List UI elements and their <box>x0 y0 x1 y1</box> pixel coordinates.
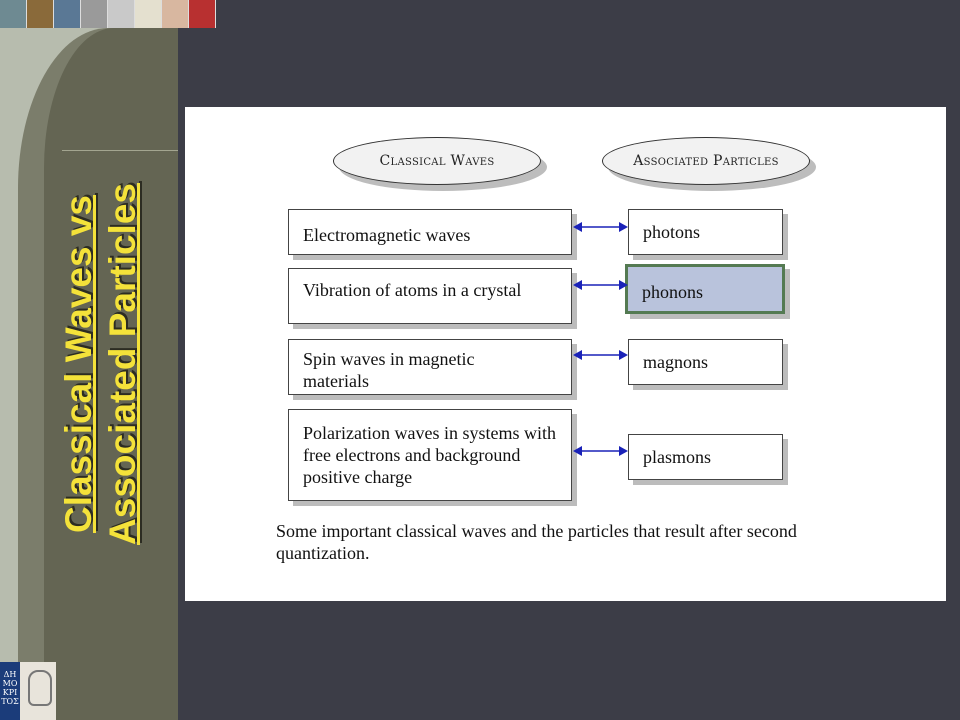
university-logo <box>0 662 56 720</box>
figure-caption: Some important classical waves and the particles that result after second quantization. <box>276 521 797 563</box>
particle-label: magnons <box>643 352 708 372</box>
particle-box-magnons <box>628 339 783 385</box>
thumbnail-image <box>0 0 27 28</box>
figure-panel <box>185 107 946 601</box>
wave-box-spin <box>288 339 572 395</box>
particle-box-plasmons <box>628 434 783 480</box>
particle-label: photons <box>643 222 701 242</box>
thumbnail-image <box>27 0 54 28</box>
thumbnail-image <box>162 0 189 28</box>
title-line-2: Associated Particles <box>102 183 143 545</box>
double-arrow-icon <box>573 347 628 363</box>
wave-box-vibration <box>288 268 572 324</box>
wave-label: Vibration of atoms in a crystal <box>303 280 522 300</box>
thumbnail-image <box>81 0 108 28</box>
bust-icon <box>20 662 56 720</box>
thumbnail-image <box>54 0 81 28</box>
particle-label: phonons <box>642 282 704 302</box>
double-arrow-icon <box>573 443 628 459</box>
particle-label: plasmons <box>643 447 712 467</box>
particle-box-photons <box>628 209 783 255</box>
double-arrow-icon <box>573 277 628 293</box>
logo-text: ΔΗ ΜΟ ΚΡΙ ΤΟΣ <box>0 662 20 720</box>
wave-label: Electromagnetic waves <box>303 225 471 245</box>
thumbnail-image <box>189 0 216 28</box>
wave-label: Spin waves in magnetic materials <box>303 349 475 391</box>
slide-title <box>57 183 145 545</box>
associated-particles-header <box>602 137 810 185</box>
wave-box-polarization <box>288 409 572 501</box>
header-image-strip <box>0 0 216 28</box>
associated-particles-label: Associated Particles <box>633 153 779 169</box>
title-line-1: Classical Waves vs <box>58 194 99 534</box>
wave-box-electromagnetic <box>288 209 572 255</box>
double-arrow-icon <box>573 219 628 235</box>
classical-waves-label: Classical Waves <box>379 153 495 169</box>
thumbnail-image <box>135 0 162 28</box>
classical-waves-header <box>333 137 541 185</box>
wave-label: Polarization waves in systems with free electrons and background positive charge <box>303 423 556 487</box>
thumbnail-image <box>108 0 135 28</box>
particle-box-phonons <box>625 264 785 314</box>
